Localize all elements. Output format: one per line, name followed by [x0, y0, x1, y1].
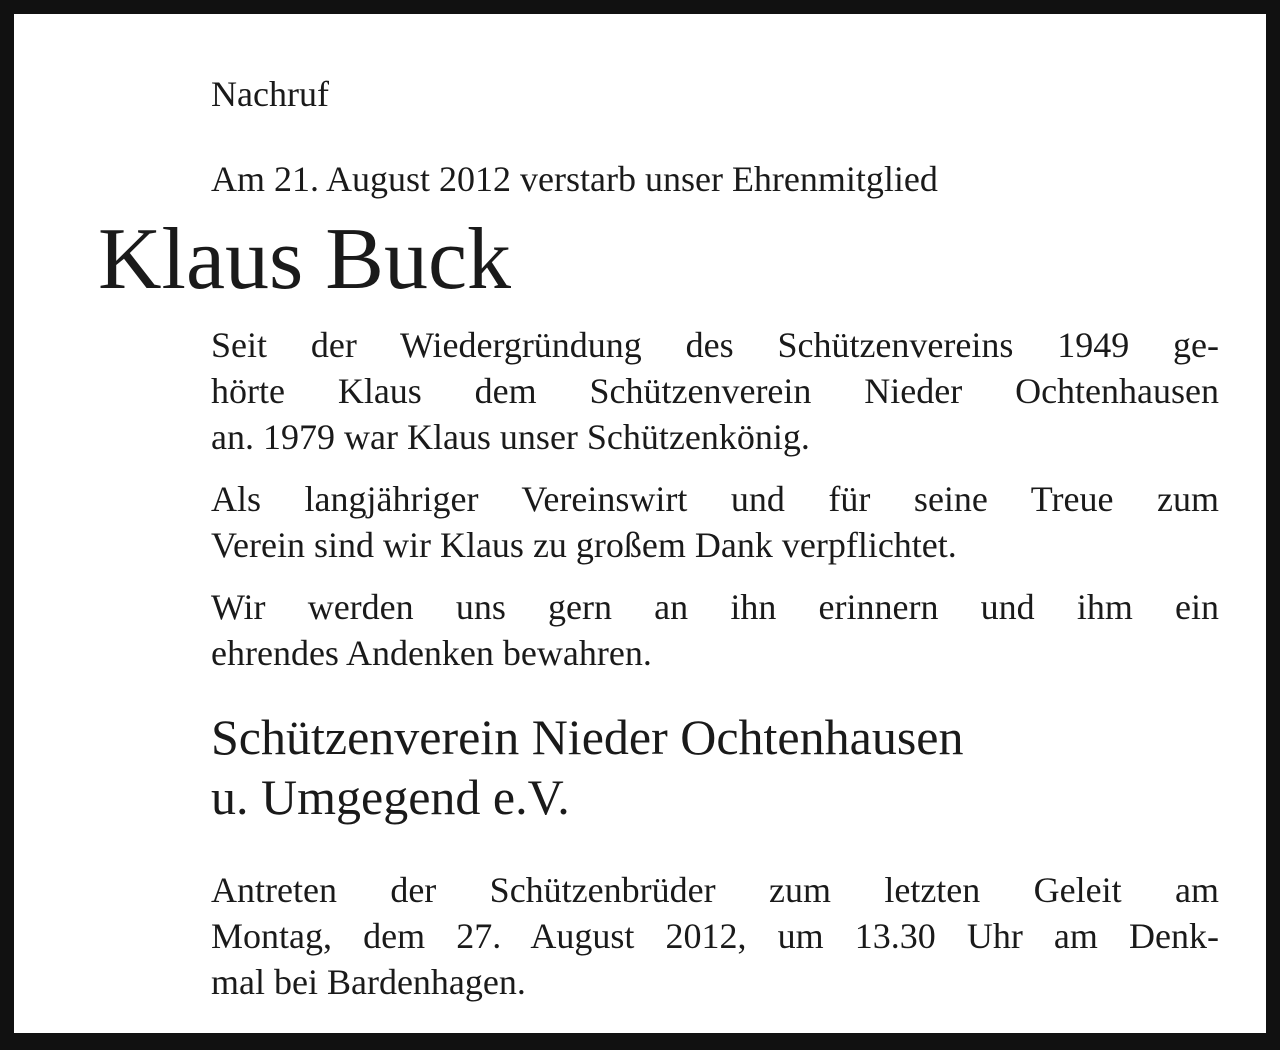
membership-line: Seit der Wiedergründung des Schützenvereins 1949 ge-	[211, 325, 1219, 365]
notice-heading: Nachruf	[211, 74, 329, 114]
club-signature	[211, 707, 963, 827]
deceased-name: Klaus Buck	[98, 211, 512, 308]
remembrance-line: ehrendes Andenken bewahren.	[211, 633, 652, 673]
death-announcement: Am 21. August 2012 verstarb unser Ehrenmitglied	[211, 159, 938, 199]
club-name-line: u. Umgegend e.V.	[211, 769, 570, 825]
gratitude-line: Als langjähriger Vereinswirt und für seine Treue zum	[211, 479, 1219, 519]
membership-line: an. 1979 war Klaus unser Schützenkönig.	[211, 417, 810, 457]
membership-line: hörte Klaus dem Schützenverein Nieder Ochtenhausen	[211, 371, 1219, 411]
funeral-line: Montag, dem 27. August 2012, um 13.30 Uhr am Denk-	[211, 916, 1219, 956]
funeral-line: Antreten der Schützenbrüder zum letzten Geleit am	[211, 870, 1219, 910]
membership-paragraph	[211, 322, 1219, 460]
funeral-line: mal bei Bardenhagen.	[211, 962, 526, 1002]
gratitude-line: Verein sind wir Klaus zu großem Dank verpflichtet.	[211, 525, 957, 565]
remembrance-paragraph	[211, 584, 1219, 676]
gratitude-paragraph	[211, 476, 1219, 568]
funeral-paragraph	[211, 867, 1219, 1005]
club-name-line: Schützenverein Nieder Ochtenhausen	[211, 709, 964, 765]
remembrance-line: Wir werden uns gern an ihn erinnern und ihm ein	[211, 587, 1219, 627]
